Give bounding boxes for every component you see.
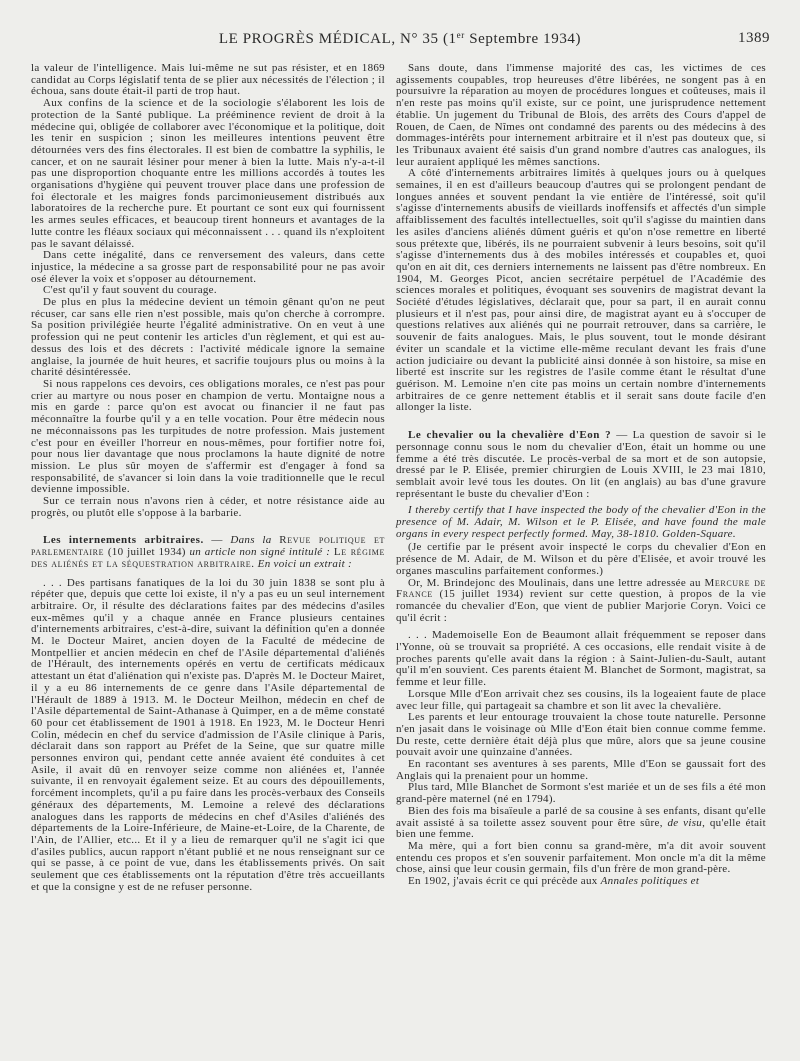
page-header	[30, 30, 770, 50]
intro-text: Or, M. Brindejonc des Moulinais, dans une lettre adressée au	[408, 576, 705, 589]
letter-paragraph	[396, 876, 766, 888]
paragraph: Si nous rappelons ces devoirs, ces obligations morales, ce n'est pas pour crier au martyre ou nous poser en champion de vertu. Montaigne nous a mis en garde : parce qu'on est avocat ou financier il ne faut pas méconnaître la fourbe qu'il y a en telle vocation. Pour être médecin nous ne méconnaissons pas les turpitudes de notre profession. Mais justement c'est pour en éveiller l'horreur en nous-mêmes, pour fortifier notre foi, pour nous lier davantage que nous proclamons la haute dignité de notre mission. Le plus sûr moyen de s'affermir est d'engager à fond sa responsabilité, de s'avancer si loin dans la voie traditionnelle que le recul devienne impossible.	[31, 377, 385, 496]
section-intro-internements	[31, 535, 385, 570]
paragraph: De plus en plus la médecine devient un témoin gênant qu'on ne peut récuser, car sans elle rien n'est possible, mais qu'on cherche à corrompre. Sa position privilégiée heurte l'égalité administrative. On en veut à une profession qui ne peut contenir les articles d'un règlement, et qui est au-dessus des lois et des décrets : l'activité médicale ignore la semaine anglaise, la journée de huit heures, et sacrifie toujours plus ou moins à la charité désintéressée.	[31, 296, 385, 379]
letter-paragraph: Les parents et leur entourage trouvaient la chose toute naturelle. Personne n'en jasait dans le voisinage où Mlle d'Eon était bien connue comme femme. Du reste, cette dernière était déjà plus que mûre, alors que sa jeune cousine pouvait avoir une quinzaine d'années.	[396, 711, 766, 759]
intro-text: (15 juillet 1934) revient sur cette question, à propos de la vie romancée du chevalier d'Eon, que vient de publier Marjorie Coryn. Voici ce qu'il écrit :	[396, 588, 766, 624]
intro-text: Dans la	[230, 534, 280, 547]
source-title: Mercure de France	[396, 576, 766, 601]
intro-text: un article non signé intitulé :	[189, 546, 334, 559]
intro-text: En voici un extrait :	[254, 557, 352, 570]
text-run: , qu'elle était bien une femme.	[396, 816, 766, 841]
letter-paragraph: En racontant ses aventures à ses parents, Mlle d'Eon se gaussait fort des Anglais qui la prenaient pour un homme.	[396, 758, 766, 782]
left-column	[31, 63, 385, 894]
french-translation: (Je certifie par le présent avoir inspecté le corps du chevalier d'Eon en présence de M. Adair, de M. Wilson et du père d'Elisée, et avoir trouvé les organes masculins parfaitement conformes.)	[396, 541, 766, 577]
extract-paragraph: . . . Des partisans fanatiques de la loi du 30 juin 1838 se sont plu à répéter que, depuis que cette loi existe, il n'y a pas eu un seul internement arbitraire. Or, il résulte des déclarations faites par des médecins d'asiles eux-mêmes qu'il y a chaque année en France plusieurs centaines d'internements arbitraires, c'est-à-dire, suivant la définition qu'en a donnée M. le Docteur Mairet, ancien doyen de la Faculté de médecine de Montpellier et ancien médecin en chef de l'Asile départemental d'aliénés de l'Hérault, des internements opérés en vertu de certificats médicaux attestant un état d'aliénation qui n'existe pas. D'après M. le Docteur Mairet, il y a eu 86 internements de ce genre dans l'Asile départemental de l'Hérault de 1889 à 1913. M. le Docteur Meilhon, médecin en chef de l'Asile départemental de Saint-Athanase à Quimper, en a de même constaté 60 pour cet établissement de 1901 à 1918. En 1923, M. le Docteur Henri Colin, médecin en chef du service d'admission de l'Asile clinique à Paris, déclarait dans son rapport au Préfet de la Seine, que sur quatre mille personnes environ qui, pendant cette année avaient été conduites à cet Asile, il avait dû en renvoyer seize comme non aliénées et, l'année suivante, il en renvoyait également seize. Et au cours des dépouillements, forcément incomplets, qu'il a pu faire dans les procès-verbaux des Conseils généraux des départements, M. Lemoine a relevé des déclarations analogues dans les rapports de médecins en chef d'Asiles d'aliénés des départements de la Loire-Inférieure, de Maine-et-Loire, de la Charente, de l'Ain, de l'Allier, etc... Et il y a lieu de remarquer qu'il ne s'agit ici que d'asiles publics, aucun rapport n'étant publié et ne nous renseignant sur ce qui se passe, à ce point de vue, dans les établissements privés. On sait seulement que ces établissements ont la réputation d'être très accueillants et que la consigne y est de ne refuser personne.	[31, 576, 385, 893]
paragraph: Sur ce terrain nous n'avons rien à céder, et notre résistance aide au progrès, ou plutôt elle s'oppose à la barbarie.	[31, 495, 385, 519]
right-column	[396, 63, 766, 888]
extract-paragraph: Sans doute, dans l'immense majorité des cas, les victimes de ces agissements coupables, trop heureuses d'être libérées, ne songent pas à en poursuivre la réparation au moyen de procédures longues et coûteuses, mais il n'en reste pas moins qu'il existe, sur ce point, une jurisprudence nettement établie. Un jugement du Tribunal de Blois, des arrêts des Cours d'appel de Rouen, de Caen, de Nîmes ont condamné des parents ou des médecins à des dommages-intérêts pour internement arbitraire et il n'est pas douteux que, si les Tribunaux avaient été saisis d'un grand nombre d'autres cas analogues, ils leur auraient appliqué les mêmes sanctions.	[396, 62, 766, 168]
section-title: Le chevalier ou la chevalière d'Eon ?	[408, 429, 612, 442]
extract-paragraph: A côté d'internements arbitraires limités à quelques jours ou à quelques semaines, il en est d'ailleurs beaucoup d'autres qui se prolongent pendant de longues années et souvent pendant la vie entière de l'intéressé, soit qu'il s'agisse d'internements abusifs de vieillards inoffensifs et affectés d'un simple affaiblissement des facultés intellectuelles, soit qu'il s'agisse du maintien dans les asiles d'anciens aliénés dûment guéris et qu'on n'ose remettre en liberté sous prétexte que, libérés, ils ne pourraient subvenir à leurs besoins, soit qu'il s'agisse d'internements dus à des mobiles intéressés et coupables et, quoi qu'on en ait dit, ces derniers internements ne laissent pas d'être nombreux. En 1904, M. Georges Picot, ancien secrétaire perpétuel de l'Académie des sciences morales et politiques, évoquant ses souvenirs de magistrat devant la Société d'études législatives, déclarait que, pour sa part, il en aurait connu plusieurs et il n'est pas, pour ainsi dire, de magistrat ayant eu à s'occuper de questions relatives aux aliénés qui ne pourrait retrouver, dans sa carrière, le souvenir de faits analogues. Mais, le plus souvent, tout le monde désirant éviter un scandale et la victime elle-même reculant devant les frais d'une action judiciaire ou devant la publicité ainsi donnée à son histoire, sa mise en liberté est inscrite sur les registres de l'asile comme étant le résultat d'une guérison. M. Lemoine n'en cite pas moins un certain nombre d'internements arbitraires de ce genre nettement établis et il serait sans doute facile d'en allonger la liste.	[396, 167, 766, 414]
english-quote: I thereby certify that I have inspected the body of the chevalier d'Eon in the presence of M. Adair, M. Wilson et le P. Elisée, and have found the male organs in every respect perfectly formed. May, 38-1810. Golden-Square.	[396, 504, 766, 540]
article-title: Le régime des aliénés et la séquestration arbitraire.	[31, 546, 386, 570]
source-title: Revue politique et parlementaire	[31, 534, 386, 559]
intro-text: — La question de savoir si le personnage connu sous le nom du chevalier d'Eon, était un homme ou une femme a été très discutée. Le procès-verbal de sa mort et de son autopsie, dressé par le P. Elisée, premier chirurgien de Louis XVIII, le 23 mai 1810, semblait avoir levé tous les doutes. On lit (en anglais) au bas d'une gravure représentant le buste du chevalier d'Eon :	[396, 429, 766, 500]
paragraph: Dans cette inégalité, dans ce renversement des valeurs, dans cette injustice, la médecine a sa grosse part de responsabilité pour ne pas avoir osé élever la voix et s'opposer au détournement.	[31, 249, 385, 285]
latin-phrase: de visu	[667, 816, 703, 829]
running-head-superscript: er	[456, 30, 465, 40]
running-head	[30, 30, 770, 48]
section-title: Les internements arbitraires.	[43, 534, 204, 547]
dash: —	[203, 534, 231, 547]
source-date: (10 juillet 1934)	[104, 546, 190, 559]
paragraph: la valeur de l'intelligence. Mais lui-même ne sut pas résister, et en 1869 candidat au Corps législatif tenta de se plier aux nécessités de l'élection ; il échoua, sans doute était-il parti de trop haut.	[31, 62, 385, 98]
running-head-date: Septembre 1934)	[464, 31, 582, 47]
letter-paragraph: Lorsque Mlle d'Eon arrivait chez ses cousins, ils la logeaient faute de place avec leur fille, qui partageait sa chambre et son lit avec la chevalière.	[396, 687, 766, 712]
paragraph: Aux confins de la science et de la sociologie s'élaborent les lois de protection de la Santé publique. La prééminence revient de droit à la médecine qui, obligée de collaborer avec l'économique et la politique, doit les tenir en suspicion ; sinon les meilleures intentions peuvent être détournées vers des fins électorales. Il est bien de combattre la syphilis, le cancer, et on ne saurait lésiner pour mener à bien la lutte. Mais n'y-a-t-il pas une disproportion choquante entre les millions accordés à toutes les organisations d'hygiène qui peuvent trouver place dans une profession de foi électorale et les maigres fonds parcimonieusement distribués aux laboratoires de la recherche pure. Et pourtant ce sont eux qui fournissent les armes seules efficaces, et beaucoup tirent honneurs et avantages de la lutte contre les fléaux sociaux qui méconnaissent . . . quand ils n'exploitent pas le savant délaissé.	[31, 97, 385, 250]
text-run: Bien des fois ma bisaïeule a parlé de sa cousine à ses enfants, disant qu'elle avait assisté à sa toilette assez souvent pour être sûre,	[396, 804, 766, 829]
paragraph: C'est qu'il y faut souvent du courage.	[43, 284, 217, 297]
section-intro-chevalier	[396, 430, 766, 500]
letter-paragraph	[396, 806, 766, 841]
publication-title: Annales politiques et	[600, 875, 700, 888]
page-number: 1389	[738, 30, 770, 46]
letter-intro	[396, 578, 766, 625]
running-head-text: LE PROGRÈS MÉDICAL, N° 35 (1	[218, 31, 457, 47]
text-run: En 1902, j'avais écrit ce qui précède aux	[408, 875, 601, 888]
letter-paragraph: . . . Mademoiselle Eon de Beaumont allait fréquemment se reposer dans l'Yonne, où se trouvait sa propriété. A ces occasions, elle rendait visite à de proches parents qu'elle avait dans la région : à Saint-Julien-du-Sault, autant qu'il m'en souvient. Ces parents étaient M. Blanchet de Sormont, magistrat, sa femme et leur fille.	[396, 629, 766, 689]
letter-paragraph: Plus tard, Mlle Blanchet de Sormont s'est mariée et un de ses fils a été mon grand-père maternel (né en 1794).	[396, 781, 766, 806]
letter-paragraph: Ma mère, qui a fort bien connu sa grand-mère, m'a dit avoir souvent entendu ces propos et s'en souvenir parfaitement. Mon oncle m'a dit la même chose, ainsi que leur cousin germain, fils d'un frère de mon grand-père.	[396, 840, 766, 876]
